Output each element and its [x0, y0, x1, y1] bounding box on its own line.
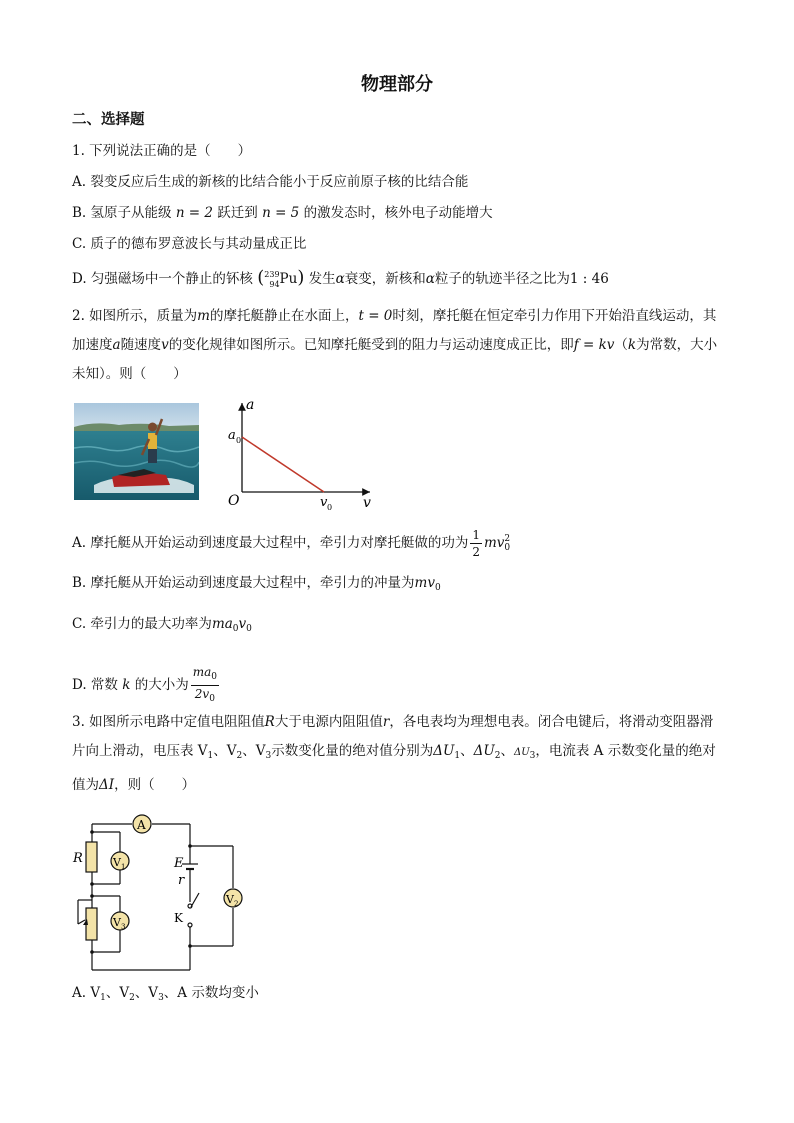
q2-b-expr: mv [414, 575, 435, 591]
q1-d-text-2: 发生 [308, 271, 336, 287]
q3-du1-sub: 1 [454, 751, 461, 761]
q1-option-d: D. 匀强磁场中一个静止的钚核 ( 239 94 Pu) 发生α衰变，新核和α粒子的轨迹半径之比为1 : 46 [72, 267, 609, 289]
q2-var-k: k [627, 337, 637, 353]
q2-a-den: 2 [472, 545, 480, 559]
q2-stem-6: （ [614, 337, 628, 353]
q1-b-text-1: B. 氢原子从能级 [72, 205, 172, 221]
q2-stem-1: 2. 如图所示，质量为 [72, 308, 198, 324]
q2-c-expr-2: v [238, 616, 247, 632]
q2-option-b [72, 573, 441, 598]
q1-option-b [72, 203, 493, 223]
q2-d-fraction [191, 664, 219, 707]
q3-stem-2: 大于电源内阻阻值 [274, 714, 383, 730]
circuit-diagram [70, 812, 250, 981]
q3-du1: ΔU [433, 743, 455, 759]
emf-label: E [174, 856, 184, 871]
v0-label: v [320, 495, 328, 510]
q2-d-num-sub: 0 [211, 672, 217, 682]
q1-stem: 1. 下列说法正确的是（ ） [72, 143, 252, 159]
q3-du2: ΔU [473, 743, 495, 759]
q2-b-sub: 0 [434, 583, 441, 593]
q2-d-num: ma [192, 665, 212, 679]
q3-var-R: R [264, 714, 275, 730]
q1-b-eq-2: n = 5 [262, 205, 300, 221]
pu-charge-number: 94 [269, 279, 280, 289]
y-axis-label: a [246, 397, 255, 413]
q3-du3-sub: 3 [529, 751, 536, 761]
q3-a-text-2: 、V [105, 985, 130, 1001]
q1-b-eq-1: n = 2 [175, 205, 213, 221]
switch-label: K [174, 911, 183, 925]
q2-d-text-2: 的大小为 [134, 677, 189, 693]
q3-stem-5: 、V [242, 743, 266, 759]
q3-stem [72, 708, 722, 800]
q2-a-expr: mv [483, 535, 505, 551]
q3-stem-8: ，电流表 A 示数变化量的绝对值为 [72, 743, 716, 793]
q3-option-a [72, 983, 259, 1008]
v3-label: V [113, 916, 121, 929]
pu-symbol: Pu [279, 271, 298, 287]
q3-a-sub-3: 3 [158, 993, 164, 1003]
q3-a-text-3: 、V [134, 985, 159, 1001]
q3-v1-sub: 1 [207, 751, 214, 761]
q2-c-text: C. 牵引力的最大功率为 [72, 616, 212, 632]
q3-stem-9: ，则（ ） [114, 777, 196, 793]
q2-stem-4: 随速度 [120, 337, 162, 353]
internal-resistance-label: r [178, 873, 185, 888]
q1-option-c: C. 质子的德布罗意波长与其动量成正比 [72, 236, 307, 252]
page-title: 物理部分 [361, 74, 433, 95]
q1-b-text-2: 跃迁到 [217, 205, 258, 221]
q2-option-d [72, 664, 221, 707]
v3-sub: 3 [121, 923, 126, 931]
q3-a-sub-2: 2 [129, 993, 135, 1003]
q3-du2-sub: 2 [494, 751, 501, 761]
q2-a-sub: 0 [504, 542, 511, 553]
q3-du3: ΔU [514, 747, 530, 758]
q2-f-eq: f = kv [573, 337, 615, 353]
q3-a-text-4: 、A 示数均变小 [163, 985, 259, 1001]
v1-label: V [113, 856, 121, 869]
q3-var-r: r [382, 714, 390, 730]
q2-b-text: B. 摩托艇从开始运动到速度最大过程中，牵引力的冲量为 [72, 575, 415, 591]
q1-d-alpha: α [335, 271, 345, 287]
origin-label: O [228, 493, 240, 509]
ammeter-label: A [137, 818, 146, 832]
q3-v3-sub: 3 [265, 751, 272, 761]
q2-d-den-sub: 0 [209, 694, 215, 704]
resistor-label: R [73, 851, 83, 866]
a-v-graph [222, 393, 382, 517]
q1-d-text-3: 衰变，新核和 [344, 271, 426, 287]
q2-d-text: D. 常数 [72, 677, 118, 693]
v2-label: V [226, 893, 234, 906]
q2-var-v: v [161, 337, 169, 353]
q2-d-den: 2v [194, 687, 210, 701]
q3-v2-sub: 2 [236, 751, 243, 761]
q3-stem-3: ，各电表均为理想电表。闭合电键后，将滑动变阻器滑片向上滑动，电压表 V [72, 714, 714, 759]
q2-d-k: k [122, 677, 131, 693]
q1-d-text-1: D. 匀强磁场中一个静止的钚核 [72, 271, 253, 287]
q2-stem-3: 时刻，摩托艇在恒定牵引力作用下开始沿直线运动，其加速度 [72, 308, 717, 353]
q2-a-fraction [470, 527, 482, 560]
q3-sep-1: 、 [460, 743, 474, 759]
q2-c-sub-1: 0 [232, 624, 239, 634]
q2-t0: t = 0 [358, 308, 393, 324]
jet-ski-photo [74, 403, 199, 500]
q2-a-num: 1 [472, 528, 480, 542]
q2-stem-7: 为常数，大小未知）。则（ ） [72, 337, 718, 382]
q2-c-sub-2: 0 [246, 624, 252, 634]
q2-var-a: a [112, 337, 121, 353]
q3-a-text-1: A. V [72, 985, 101, 1001]
q2-c-expr-1: ma [211, 616, 233, 632]
a-v-line [242, 437, 324, 492]
x-axis-label: v [363, 495, 371, 511]
q3-stem-6: 示数变化量的绝对值分别为 [271, 743, 434, 759]
v2-sub: 2 [234, 900, 239, 908]
q2-stem-2: 的摩托艇静止在水面上， [209, 308, 359, 324]
q2-stem-5: 的变化规律如图所示。已知摩托艇受到的阻力与运动速度成正比，即 [168, 337, 574, 353]
q1-b-text-3: 的激发态时，核外电子动能增大 [303, 205, 493, 221]
q2-a-sup: 2 [504, 533, 511, 544]
q1-option-a: A. 裂变反应后生成的新核的比结合能小于反应前原子核的比结合能 [72, 174, 469, 190]
q2-option-c [72, 614, 252, 639]
q2-stem [72, 302, 722, 389]
q3-stem-1: 3. 如图所示电路中定值电阻阻值 [72, 714, 265, 730]
v0-sub: 0 [327, 503, 333, 512]
q1-d-ratio: 1 : 46 [569, 271, 609, 287]
q1-d-alpha-2: α [425, 271, 435, 287]
q2-var-m: m [197, 308, 210, 324]
q2-a-text: A. 摩托艇从开始运动到速度最大过程中，牵引力对摩托艇做的功为 [72, 535, 469, 551]
a0-sub: 0 [236, 436, 242, 445]
q3-di: ΔI [99, 777, 115, 793]
v1-sub: 1 [121, 863, 126, 871]
q2-option-a [72, 527, 510, 560]
section-heading: 二、选择题 [72, 111, 145, 128]
a0-label: a [228, 428, 236, 443]
q3-sep-2: 、 [500, 743, 514, 759]
q3-a-sub-1: 1 [100, 993, 106, 1003]
q1-d-text-4: 粒子的轨迹半径之比为 [434, 271, 570, 287]
q3-stem-4: 、V [213, 743, 237, 759]
pu-mass-number: 239 [264, 269, 280, 279]
